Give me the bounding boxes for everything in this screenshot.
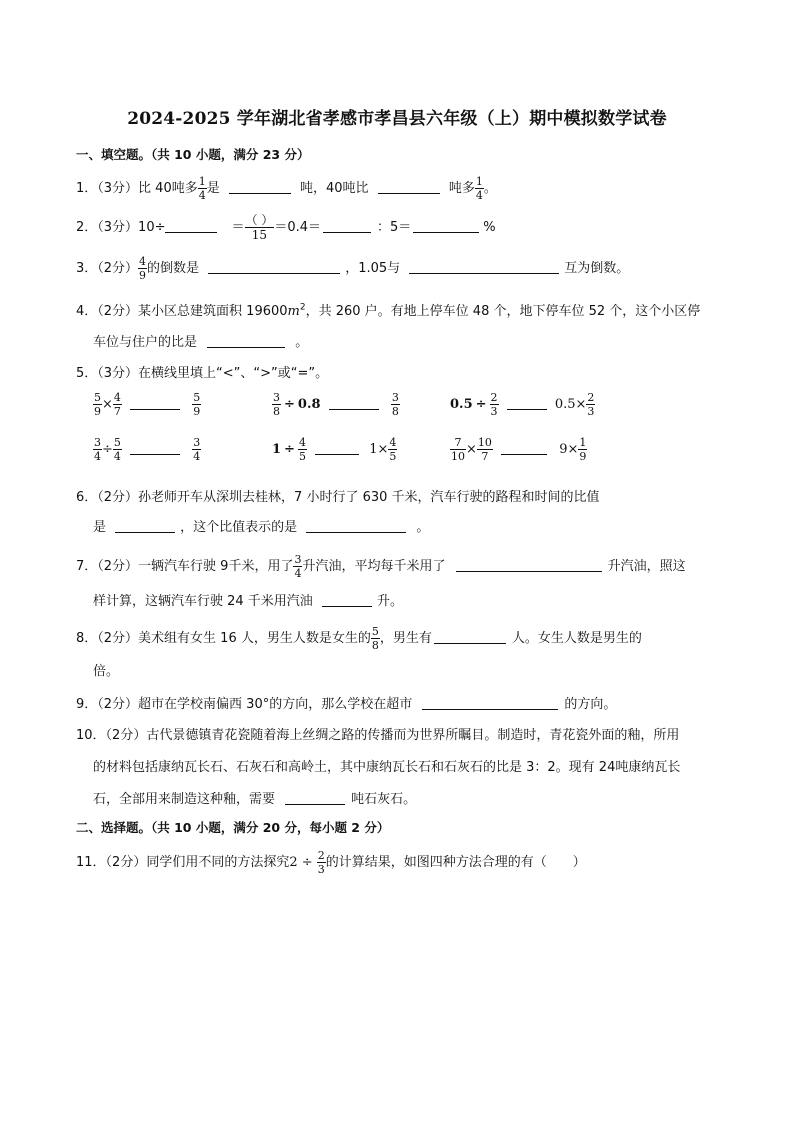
q9-text-b: 的方向。 [564,697,617,712]
question-2: 2．（3分）10÷ ＝ $\frac{( )}{15}$ ＝0.4＝ ：5＝ % [76,213,496,242]
q5-blank-1[interactable] [130,397,180,410]
q3-blank-2[interactable] [409,261,559,274]
q10-text-d: 吨石灰石。 [351,792,417,807]
q4-unit-sup: 2 [299,302,306,313]
q4-unit-m: m [287,304,300,319]
fraction-five-eighths: $\frac{5}{8}$ [371,625,379,652]
fraction-four-sevenths: $\frac{4}{7}$ [113,391,121,418]
q5-blank-5[interactable] [315,442,359,455]
fraction-three-quarters: $\frac{3}{4}$ [294,553,302,580]
q3-blank-1[interactable] [208,261,340,274]
fraction-three-eighths: $\frac{3}{8}$ [273,391,280,418]
q9-blank-1[interactable] [422,697,558,710]
fraction-four-ninths: $\frac{4}{9}$ [139,255,147,282]
q4-text-d: 。 [295,335,309,350]
q7-text-b: 升汽油，平均每千米用了 [302,559,446,574]
question-10-line-3 [93,788,416,807]
q4-blank-1[interactable] [207,335,285,348]
fraction-blank-over-15[interactable]: $\frac{( )}{15}$ [245,213,274,242]
q8-text-c: 人。女生人数是男生的 [511,631,642,646]
question-10: 10．（2分）古代景德镇青花瓷随着海上丝绸之路的传播而为世界所瞩目。制造时，青花瓷外面的釉，所用 [76,728,680,743]
q5-item-1: $\frac{5}{9}$ × $\frac{4}{7}$ $\frac{5}{9}$ [94,391,201,418]
q4-text-c: 车位与住户的比是 [93,335,198,350]
q5-blank-2[interactable] [329,397,379,410]
q4-text-b: ，共 260 户。有地上停车位 48 个，地下停车位 52 个，这个小区停 [305,304,701,319]
question-9 [76,693,616,712]
fraction-three-eighths: $\frac{3}{8}$ [391,391,399,418]
q10-text-c: 石，全部用来制造这种釉，需要 [93,792,276,807]
q10-blank-1[interactable] [285,792,345,805]
section-heading-multiple-choice: 二、选择题。（共 10 小题，满分 20 分，每小题 2 分） [76,820,390,835]
fraction-two-thirds: $\frac{2}{3}$ [317,849,325,876]
q7-text-d: 样计算，这辆汽车行驶 24 千米用汽油 [93,594,313,609]
q8-text-a: 8．（2分）美术组有女生 16 人，男生人数是女生的 [76,631,371,646]
q1-text-d: 吨多 [448,181,475,196]
question-6-cont [93,516,429,535]
page-title: 2024-2025 学年湖北省孝感市孝昌县六年级（上）期中模拟数学试卷 [127,109,667,129]
question-10-line-2: 的材料包括康纳瓦长石、石灰石和高岭土，其中康纳瓦长石和石灰石的比是 3：2。现有 24吨康纳瓦长 [93,760,681,775]
fraction-five-quarters: $\frac{5}{4}$ [113,436,121,463]
fraction-two-thirds: $\frac{2}{3}$ [490,391,498,418]
q2-blank-1[interactable] [165,220,217,233]
q3-text-d: 互为倒数。 [564,261,630,276]
q5-blank-4[interactable] [130,442,180,455]
q5-item-6: $\frac{7}{10}$ × $\frac{10}{7}$ 9× $\frac{1}{9}$ [451,436,587,463]
fraction-one-quarter: $\frac{1}{4}$ [198,175,206,202]
q3-text-c: ，1.05与 [345,261,401,276]
q7-text-a: 7．（2分）一辆汽车行驶 9千米，用了 [76,559,294,574]
section-heading-fill-in: 一、填空题。（共 10 小题，满分 23 分） [76,147,310,162]
fraction-four-fifths: $\frac{4}{5}$ [298,436,306,463]
q1-text-b: 是 [206,181,220,196]
q1-blank-1[interactable] [229,181,291,194]
q7-blank-2[interactable] [322,594,372,607]
fraction-four-fifths: $\frac{4}{5}$ [389,436,397,463]
q5-item-2: $\frac{3}{8}$ ÷ 0.8 $\frac{3}{8}$ [273,391,399,418]
q1-blank-2[interactable] [378,181,440,194]
question-1 [76,176,497,201]
q1-text-c: 吨，40吨比 [300,181,369,196]
q6-text-d: 。 [416,520,430,535]
question-7-cont [93,590,403,609]
q3-text-b: 的倒数是 [147,261,200,276]
q5-item-4: $\frac{3}{4}$ ÷ $\frac{5}{4}$ $\frac{3}{4}$ [94,436,201,463]
q4-text-a: 4．（2分）某小区总建筑面积 19600 [76,304,288,319]
fraction-three-quarters: $\frac{3}{4}$ [94,436,101,463]
q2-blank-2[interactable] [323,220,371,233]
q2-text-d: ＝0.4＝ [274,220,322,235]
question-5: 5．（3分）在横线里填上“<”、“>”或“=”。 [76,366,329,381]
fraction-two-thirds: $\frac{2}{3}$ [587,391,595,418]
question-4-cont [93,331,308,350]
question-4 [76,300,700,319]
fraction-ten-sevenths: $\frac{10}{7}$ [477,436,492,463]
question-7 [76,554,686,579]
q7-text-c: 升汽油，照这 [607,559,686,574]
fraction-five-ninths: $\frac{5}{9}$ [94,391,101,418]
question-11 [76,850,586,875]
q6-text-b: 是 [93,520,107,535]
q6-blank-2[interactable] [306,520,406,533]
question-3 [76,256,629,281]
question-8-cont: 倍。 [93,664,120,679]
fraction-one-quarter: $\frac{1}{4}$ [475,175,483,202]
fraction-three-quarters: $\frac{3}{4}$ [193,436,201,463]
q1-text-a: 1．（3分）比 40吨多 [76,181,198,196]
q2-text-e: ：5＝ [377,220,412,235]
q11-text-a: 11．（2分）同学们用不同的方法探究 [76,855,290,870]
q2-text-a: 2．（3分）10÷ [76,220,166,235]
q5-item-3: 0.5 ÷ $\frac{2}{3}$ 0.5× $\frac{2}{3}$ [450,391,595,418]
fraction-one-ninth: $\frac{1}{9}$ [579,436,587,463]
q9-text-a: 9．（2分）超市在学校南偏西 30°的方向，那么学校在超市 [76,697,413,712]
q6-blank-1[interactable] [115,520,175,533]
question-8 [76,626,642,651]
q5-blank-3[interactable] [507,397,547,410]
q7-text-e: 升。 [376,594,403,609]
q2-blank-3[interactable] [413,220,479,233]
q2-text-f: % [483,220,496,235]
q7-blank-1[interactable] [456,559,602,572]
fraction-seven-tenths: $\frac{7}{10}$ [451,436,465,463]
question-6: 6．（2分）孙老师开车从深圳去桂林，7 小时行了 630 千米，汽车行驶的路程和时间的比值 [76,490,600,505]
q5-blank-6[interactable] [501,442,547,455]
q3-text-a: 3．（2分） [76,261,139,276]
q6-text-c: ，这个比值表示的是 [180,520,298,535]
fraction-five-ninths: $\frac{5}{9}$ [193,391,201,418]
q1-text-e: 。 [483,181,497,196]
q8-text-b: ，男生有 [379,631,432,646]
q11-expression: 2 ÷ [289,855,317,870]
q8-blank-1[interactable] [434,631,506,644]
q11-text-c: 的计算结果，如图四种方法合理的有（ ） [325,855,586,870]
q5-item-5: 1 ÷ $\frac{4}{5}$ 1× $\frac{4}{5}$ [272,436,397,463]
